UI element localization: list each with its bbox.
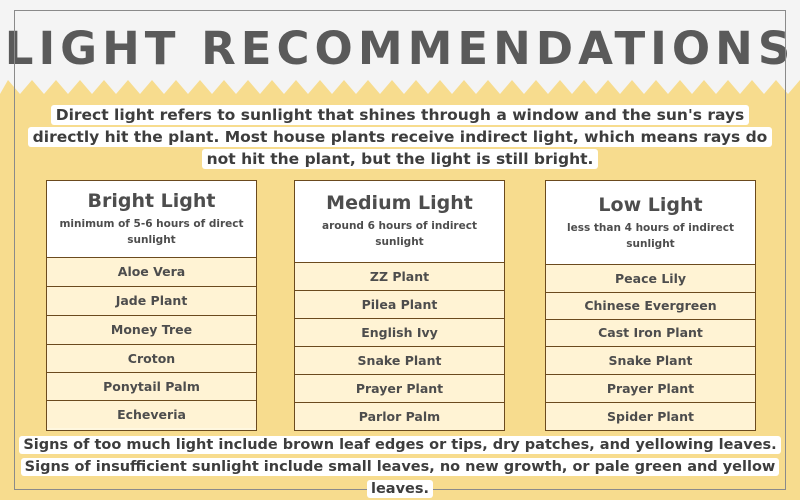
plant-row: Prayer Plant <box>546 375 755 403</box>
intro-text: Direct light refers to sunlight that shines through a window and the sun's rays directly hit the plant. Most house plants receive indirect light, which means rays do not hit the plant, but the light is still bright. <box>28 105 773 169</box>
column-header <box>47 181 256 258</box>
column-header <box>295 181 504 263</box>
plant-row: English Ivy <box>295 319 504 347</box>
plant-row: Croton <box>47 345 256 373</box>
plant-row: Pilea Plant <box>295 291 504 319</box>
plant-row: Spider Plant <box>546 403 755 430</box>
plant-row: Parlor Palm <box>295 403 504 430</box>
plant-row: Ponytail Palm <box>47 373 256 401</box>
column-bright-light <box>46 180 257 431</box>
plant-row: Prayer Plant <box>295 375 504 403</box>
outro-text: Signs of too much light include brown leaf edges or tips, dry patches, and yellowing leaves. Signs of insufficient sunlight include small leaves, no new growth, or pale green and yellow leaves. <box>19 436 780 498</box>
column-title: Medium Light <box>326 192 473 214</box>
plant-row: Snake Plant <box>295 347 504 375</box>
plant-row: Money Tree <box>47 316 256 345</box>
column-subtitle: minimum of 5-6 hours of direct sunlight <box>59 218 244 246</box>
plant-list <box>546 265 755 430</box>
column-subtitle: around 6 hours of indirect sunlight <box>322 220 477 248</box>
column-subtitle: less than 4 hours of indirect sunlight <box>567 222 734 250</box>
page-title: LIGHT RECOMMENDATIONS <box>4 22 796 75</box>
plant-row: ZZ Plant <box>295 263 504 291</box>
plant-row: Chinese Evergreen <box>546 293 755 320</box>
plant-row: Echeveria <box>47 401 256 428</box>
column-title: Bright Light <box>87 190 216 212</box>
plant-row: Aloe Vera <box>47 258 256 287</box>
intro-paragraph <box>20 104 780 174</box>
plant-list <box>295 263 504 430</box>
plant-row: Cast Iron Plant <box>546 320 755 347</box>
plant-row: Jade Plant <box>47 287 256 316</box>
plant-row: Peace Lily <box>546 265 755 293</box>
plant-list <box>47 258 256 428</box>
plant-row: Snake Plant <box>546 347 755 375</box>
column-header <box>546 181 755 265</box>
column-medium-light <box>294 180 505 431</box>
outro-paragraph <box>8 434 792 500</box>
column-title: Low Light <box>598 194 703 216</box>
column-low-light <box>545 180 756 431</box>
